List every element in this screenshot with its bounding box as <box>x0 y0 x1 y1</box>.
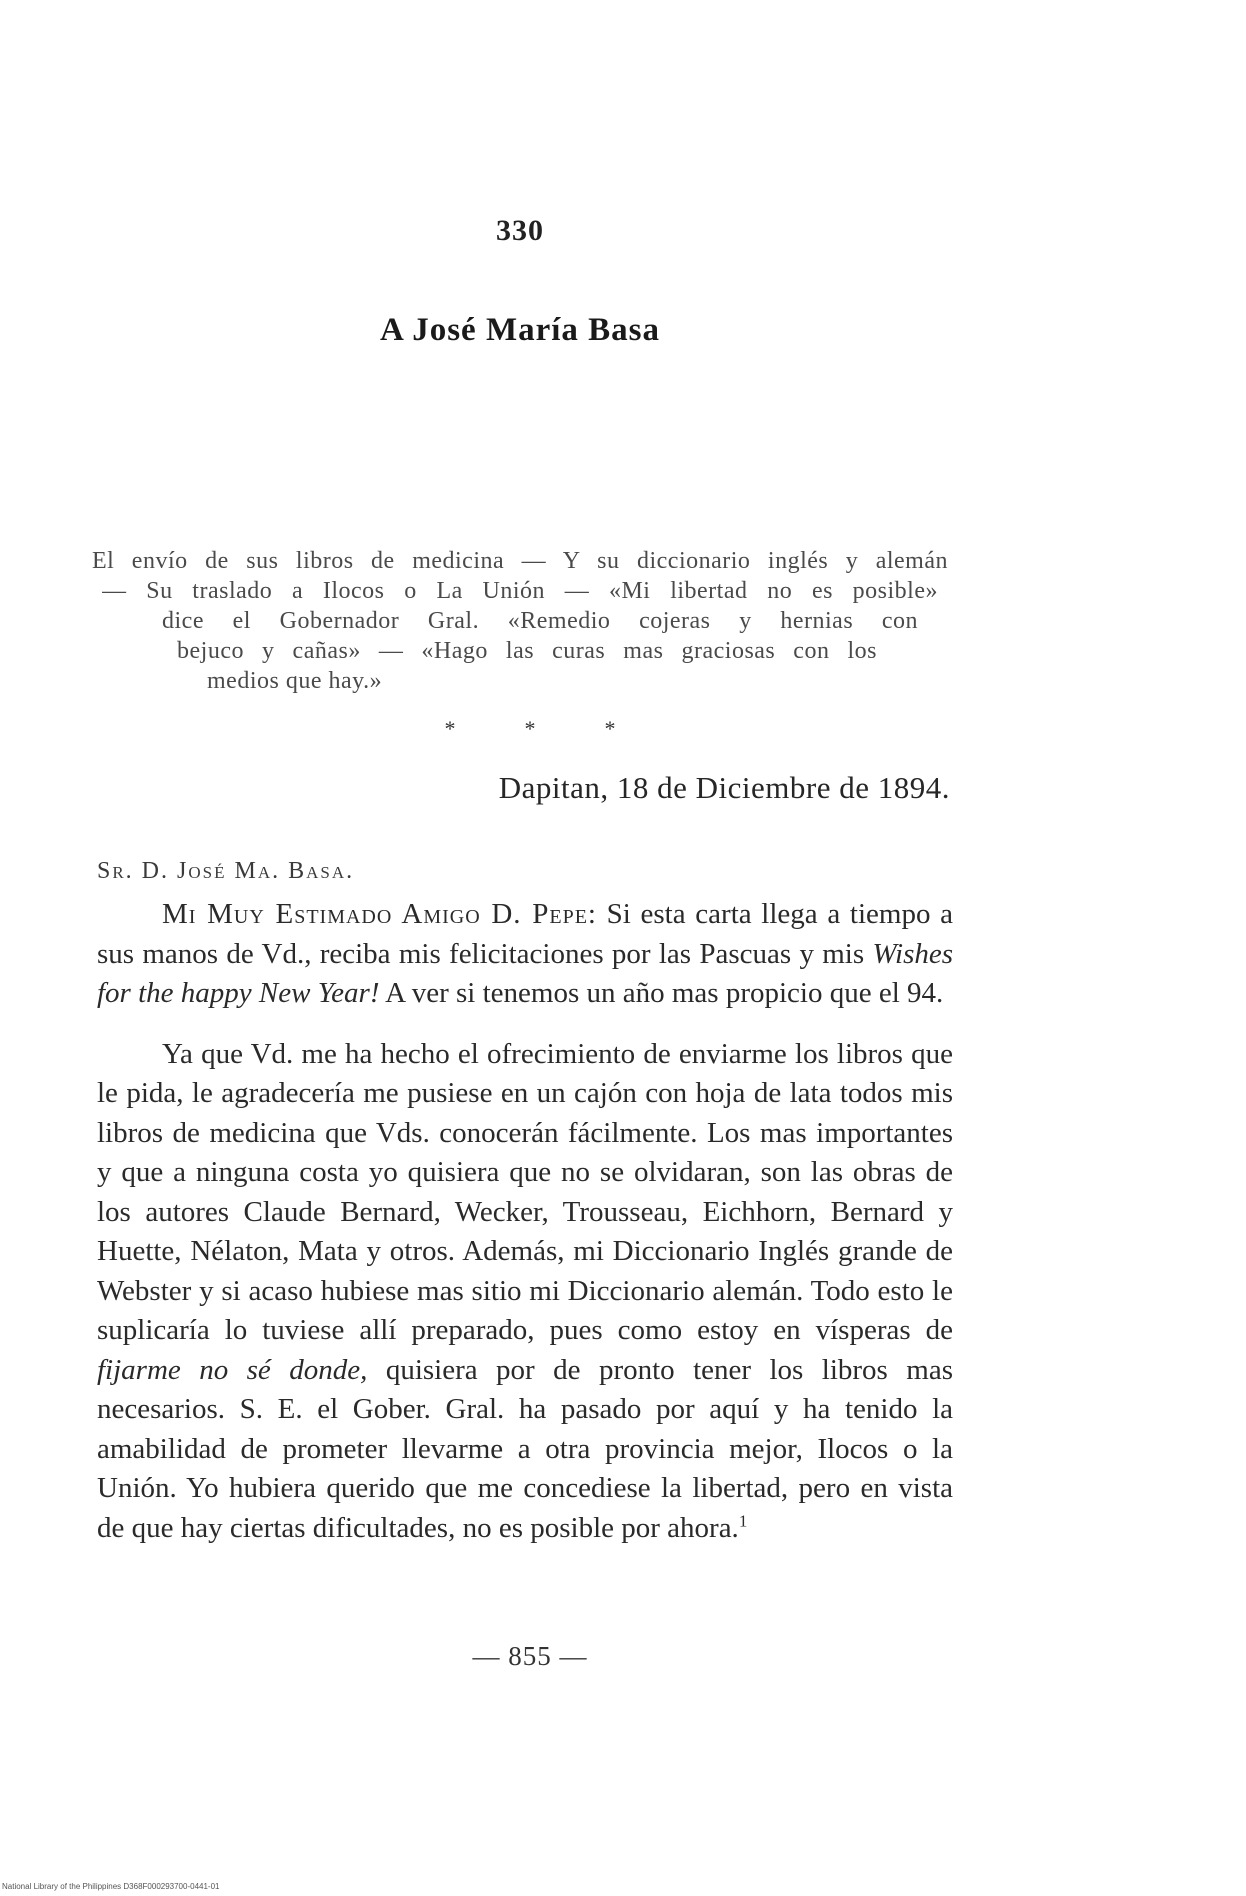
paragraph-text: Si esta carta llega a tiempo a sus manos de Vd., reciba mis felicitaciones por las Pascuas y mis <box>97 898 953 970</box>
asterisk: * <box>444 716 456 741</box>
section-separator <box>430 716 630 742</box>
english-phrase: Wishes for the happy New Year! <box>97 937 954 1009</box>
paragraph-text: A ver si tenemos un año mas propicio que el 94. <box>385 977 944 1009</box>
page-number: — 855 — <box>472 1641 588 1671</box>
letter-number: 330 <box>496 214 544 247</box>
asterisk: * <box>604 716 616 741</box>
footnote-marker: 1 <box>738 1510 748 1530</box>
paragraph <box>97 895 953 1014</box>
paragraph-text: Ya que Vd. me ha hecho el ofrecimiento de enviarme los libros que le pida, le agradecería me pusiese en un cajón con hoja de lata todos mis libros de medicina que Vds. conocerán fácilmente. Los mas importantes y que a ninguna costa yo quisiera que no se olvidaran, son las obras de los autores Claude Bernard, Wecker, Trousseau, Eichhorn, Bernard y Huette, Nélaton, Mata y otros. Además, mi Diccionario Inglés grande de Webster y si acaso hubiese mas sitio mi Diccionario alemán. Todo esto le suplicaría lo tuviese allí preparado, pues como estoy en vísperas de <box>97 1037 953 1346</box>
summary-line: dice el Gobernador Gral. «Remedio cojeras y hernias con <box>162 608 918 634</box>
summary-line: — Su traslado a Ilocos o La Unión — «Mi libertad no es posible» <box>102 578 938 604</box>
paragraph-text: quisiera por de pronto tener los libros mas necesarios. S. E. el Gober. Gral. ha pasado por aquí y ha tenido la amabilidad de prometer llevarme a otra provincia mejor, Ilocos o la Unión. Yo hubiera querido que me concediese la libertad, pero en vista de que hay ciertas dificultades, no es posible por ahora. <box>97 1353 953 1544</box>
scan-footer-mark: National Library of the Philippines D368F000293700-0441-01 <box>2 1882 220 1891</box>
letter-title: A José María Basa <box>379 312 661 348</box>
asterisk: * <box>524 716 536 741</box>
summary-line: medios que hay.» <box>207 668 383 694</box>
italic-phrase: fijarme no sé donde, <box>97 1353 368 1386</box>
letter-body <box>97 895 953 1548</box>
greeting: Mi Muy Estimado Amigo D. Pepe: <box>162 898 597 930</box>
addressee: Sr. D. José Ma. Basa. <box>97 858 355 884</box>
letter-summary <box>92 546 948 696</box>
summary-line: bejuco y cañas» — «Hago las curas mas graciosas con los <box>177 638 877 664</box>
dateline: Dapitan, 18 de Diciembre de 1894. <box>498 770 950 805</box>
paragraph <box>97 1035 953 1549</box>
summary-line: El envío de sus libros de medicina — Y su diccionario inglés y alemán <box>92 548 948 574</box>
